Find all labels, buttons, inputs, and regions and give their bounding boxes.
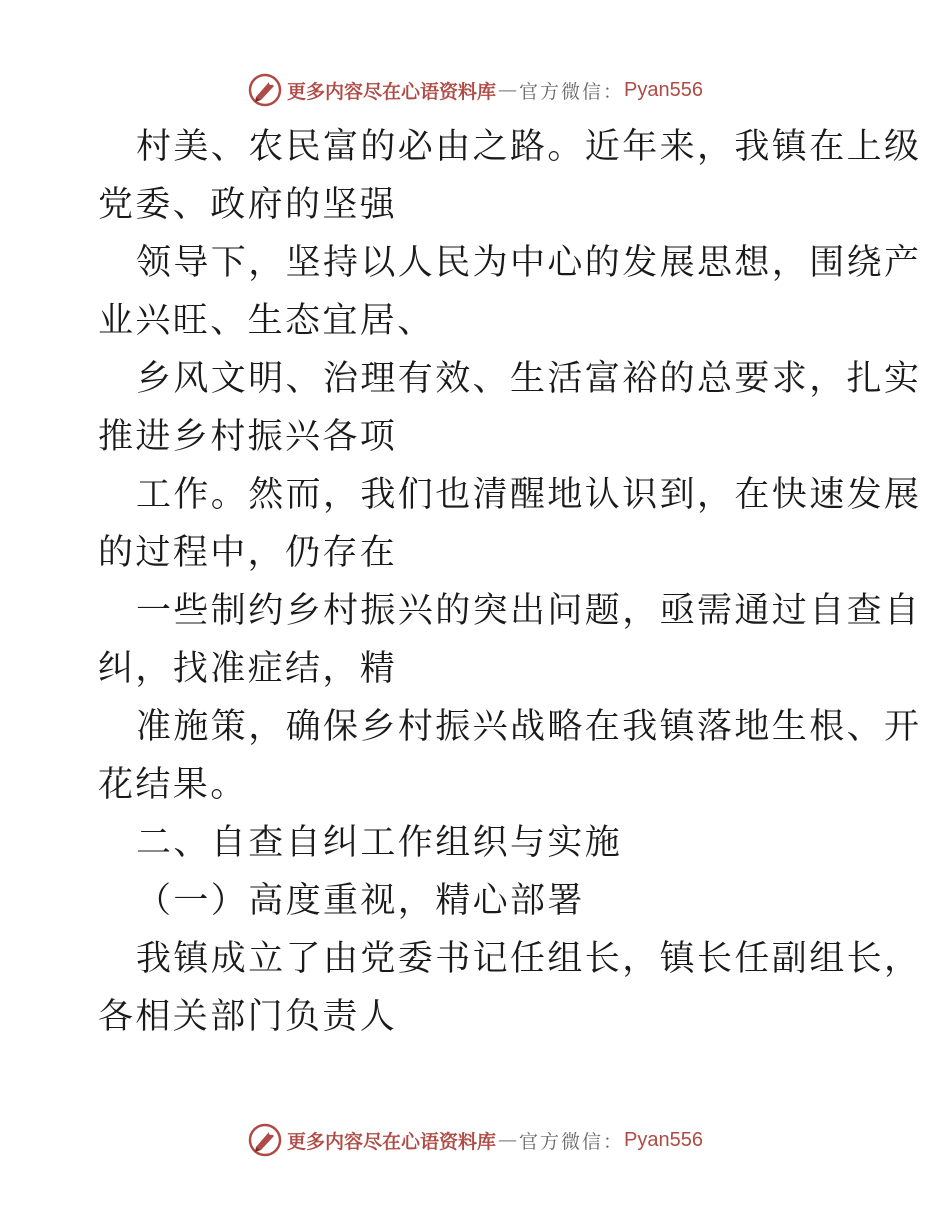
body-line: 工作。然而，我们也清醒地认识到，在快速发展	[136, 475, 922, 515]
banner-wechat-id: Pyan556	[624, 1128, 703, 1151]
body-line: 花结果。	[98, 765, 248, 805]
body-line: 推进乡村振兴各项	[98, 417, 398, 457]
body-line: 党委、政府的坚强	[98, 185, 398, 225]
body-line: 业兴旺、生态宜居、	[98, 301, 435, 341]
body-line: 村美、农民富的必由之路。近年来，我镇在上级	[136, 127, 922, 167]
banner-official-label: 官方微信：	[519, 1130, 625, 1153]
banner-separator: —	[498, 1129, 518, 1151]
body-line: 纠，找准症结，精	[98, 649, 398, 689]
body-line: 准施策，确保乡村振兴战略在我镇落地生根、开	[136, 707, 922, 747]
body-line: 我镇成立了由党委书记任组长，镇长任副组长，	[136, 939, 922, 979]
body-line: 一些制约乡村振兴的突出问题，亟需通过自查自	[136, 591, 922, 631]
subsection-heading: （一）高度重视，精心部署	[136, 881, 585, 921]
banner-title: 更多内容尽在心语资料库	[287, 1130, 497, 1153]
document-body	[98, 118, 922, 1046]
body-line: 乡风文明、治理有效、生活富裕的总要求，扎实	[136, 359, 922, 399]
banner-wechat-id: Pyan556	[624, 78, 703, 101]
body-line: 领导下，坚持以人民为中心的发展思想，围绕产	[136, 243, 922, 283]
pen-logo-icon	[247, 1122, 283, 1158]
banner-official-label: 官方微信：	[519, 80, 625, 103]
header-banner	[0, 70, 950, 110]
footer-banner	[0, 1120, 950, 1160]
pen-logo-icon	[247, 72, 283, 108]
body-line: 的过程中，仍存在	[98, 533, 398, 573]
banner-separator: —	[498, 79, 518, 101]
body-line: 各相关部门负责人	[98, 997, 398, 1037]
section-heading: 二、自查自纠工作组织与实施	[136, 823, 623, 863]
banner-title: 更多内容尽在心语资料库	[287, 80, 497, 103]
